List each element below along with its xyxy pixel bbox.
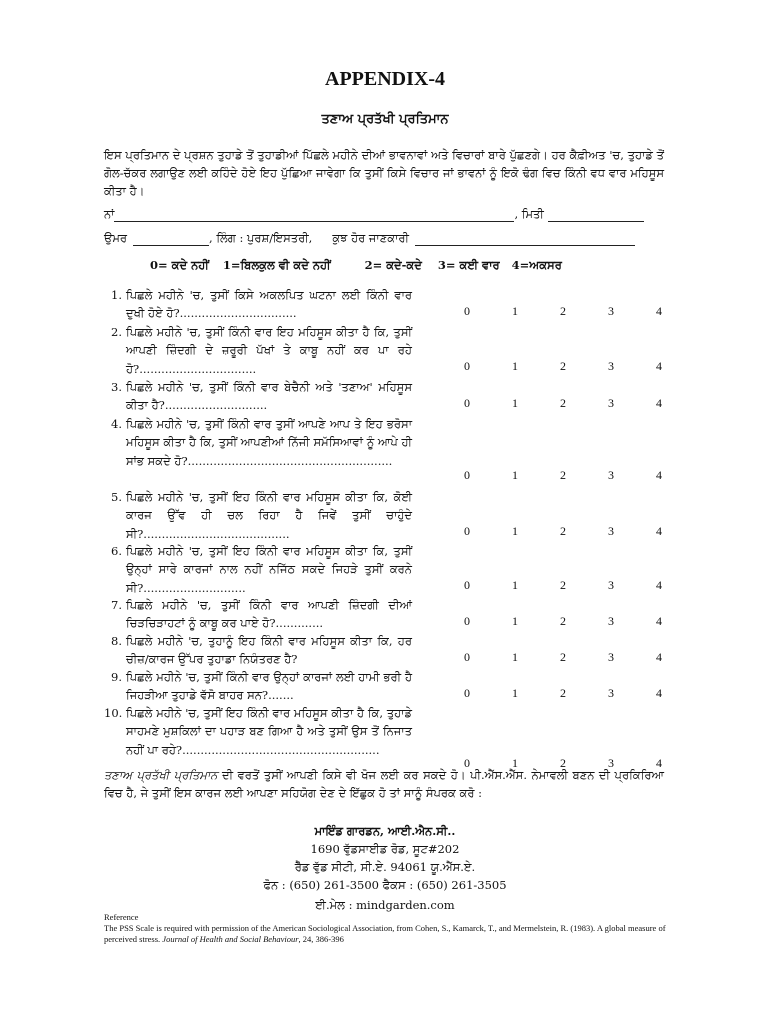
option-1[interactable]: 1 <box>512 578 518 592</box>
question-text: ਪਿਛਲੇ ਮਹੀਨੇ 'ਚ, ਤੁਸੀਂ ਕਿੰਨੀ ਵਾਰ ਤੁਸੀਂ ਆਪਣੇ ਆਪ ਤੇ ਇਹ ਭਰੋਸਾ ਮਹਿਸੂਸ ਕੀਤਾ ਹੈ ਕਿ, ਤੁਸੀਂ ਆਪਣੀਆਂ ਨਿੱਜੀ ਸਮੱਸਿਆਵਾਂ ਨੂੰ ਆਪੇ ਹੀ ਸਾਂਭ ਸਕਦੇ ਹੋ?........................................................ <box>126 417 412 468</box>
page-title: APPENDIX-4 <box>325 68 445 90</box>
reference-text <box>104 923 684 945</box>
question-text: ਪਿਛਲੇ ਮਹੀਨੇ 'ਚ, ਤੁਹਾਨੂੰ ਇਹ ਕਿੰਨੀ ਵਾਰ ਮਹਿਸੂਸ ਕੀਤਾ ਕਿ, ਹਰ ਚੀਜ਼/ਕਾਰਜ ਉੱਪਰ ਤੁਹਾਡਾ ਨਿਯੰਤਰਣ ਹੈ? <box>126 634 412 667</box>
option-1[interactable]: 1 <box>512 396 518 410</box>
option-4[interactable]: 4 <box>656 686 662 700</box>
option-0[interactable]: 0 <box>464 359 470 373</box>
question-text: ਪਿਛਲੇ ਮਹੀਨੇ 'ਚ, ਤੁਸੀਂ ਇਹ ਕਿੰਨੀ ਵਾਰ ਮਹਿਸੂਸ ਕੀਤਾ ਕਿ, ਕੋਈ ਕਾਰਜ ਉੱਵ ਹੀ ਚਲ ਰਿਹਾ ਹੈ ਜਿਵੇਂ ਤੁਸੀਂ ਚਾਹੁੰਦੇ ਸੀ?........................................ <box>126 490 412 541</box>
name-field[interactable] <box>114 209 514 222</box>
response-options <box>460 302 666 320</box>
gender-text: , ਲਿੰਗ : ਪੁਰਸ਼/ਇਸਤਰੀ, <box>209 231 313 245</box>
scale-2: 2= ਕਦੇ-ਕਦੇ <box>364 258 422 272</box>
option-2[interactable]: 2 <box>560 304 566 318</box>
intro-paragraph: ਇਸ ਪ੍ਰਤਿਮਾਨ ਦੇ ਪ੍ਰਸ਼ਨ ਤੁਹਾਡੇ ਤੋਂ ਤੁਹਾਡੀਆਂ ਪਿੱਛਲੇ ਮਹੀਨੇ ਦੀਆਂ ਭਾਵਨਾਵਾਂ ਅਤੇ ਵਿਚਾਰਾਂ ਬਾਰੇ ਪੁੱਛਣਗੇ। ਹਰ ਕੈਫ਼ੀਅਤ 'ਚ, ਤੁਹਾਡੇ ਤੋਂ ਗੋਲ-ਚੱਕਰ ਲਗਾਉਣ ਲਈ ਕਹਿੰਦੇ ਹੋਏ ਇਹ ਪੁੱਛਿਆ ਜਾਵੇਗਾ ਕਿ ਤੁਸੀਂ ਕਿਸੇ ਵਿਚਾਰ ਜਾਂ ਭਾਵਨਾਂ ਨੂੰ ਇਕੋ ਢੰਗ ਵਿਚ ਕਿੰਨੀ ਵਧ ਵਾਰ ਮਹਿਸੂਸ ਕੀਤਾ ਹੈ। <box>104 148 664 198</box>
option-3[interactable]: 3 <box>608 686 614 700</box>
option-1[interactable]: 1 <box>512 650 518 664</box>
option-2[interactable]: 2 <box>560 686 566 700</box>
scale-1: 1=ਬਿਲਕੁਲ ਵੀ ਕਦੇ ਨਹੀਂ <box>222 258 331 272</box>
response-options <box>460 648 666 666</box>
question-number: 6. <box>111 544 122 558</box>
question-text: ਪਿਛਲੇ ਮਹੀਨੇ 'ਚ, ਤੁਸੀਂ ਇਹ ਕਿੰਨੀ ਵਾਰ ਮਹਿਸੂਸ ਕੀਤਾ ਕਿ, ਤੁਸੀਂ ਉਨ੍ਹਾਂ ਸਾਰੇ ਕਾਰਜਾਂ ਨਾਲ ਨਹੀਂ ਨਜਿੱਠ ਸਕਦੇ ਜਿਹੜੇ ਤੁਸੀਂ ਕਰਨੇ ਸੀ?............................ <box>126 544 412 595</box>
question-text: ਪਿਛਲੇ ਮਹੀਨੇ 'ਚ, ਤੁਸੀਂ ਕਿੰਨੀ ਵਾਰ ਬੇਚੈਨੀ ਅਤੇ 'ਤਣਾਅ' ਮਹਿਸੂਸ ਕੀਤਾ ਹੈ?............................ <box>126 380 412 413</box>
option-2[interactable]: 2 <box>560 524 566 538</box>
other-info-label: ਕੁਝ ਹੋਰ ਜਾਣਕਾਰੀ <box>332 231 409 245</box>
question-text: ਪਿਛਲੇ ਮਹੀਨੇ 'ਚ, ਤੁਸੀਂ ਕਿੰਨੀ ਵਾਰ ਉਨ੍ਹਾਂ ਕਾਰਜਾਂ ਲਈ ਹਾਮੀ ਭਰੀ ਹੈ ਜਿਹੜੀਆ ਤੁਹਾਡੇ ਵੱਸੋ ਬਾਹਰ ਸਨ?....... <box>126 670 412 703</box>
option-1[interactable]: 1 <box>512 359 518 373</box>
option-3[interactable]: 3 <box>608 468 614 482</box>
age-field[interactable] <box>133 233 209 246</box>
contact-address-2: ਰੈੱਡ ਵੁੱਡ ਸੀਟੀ, ਸੀ.ਏ. 94061 ਯੂ.ਐੱਸ.ਏ. <box>294 860 476 874</box>
age-label: ਉਮਰ <box>104 231 128 245</box>
option-2[interactable]: 2 <box>560 359 566 373</box>
question-number: 9. <box>111 670 122 684</box>
option-3[interactable]: 3 <box>608 650 614 664</box>
option-3[interactable]: 3 <box>608 524 614 538</box>
age-gender-row <box>104 230 664 246</box>
reference-label: Reference <box>104 912 139 922</box>
option-1[interactable]: 1 <box>512 686 518 700</box>
option-4[interactable]: 4 <box>656 468 662 482</box>
option-2[interactable]: 2 <box>560 614 566 628</box>
option-3[interactable]: 3 <box>608 756 614 770</box>
option-3[interactable]: 3 <box>608 578 614 592</box>
date-field[interactable] <box>548 209 644 222</box>
response-options <box>460 684 666 702</box>
contact-phone: ਫੋਨ : (650) 261-3500 ਫੈਕਸ : (650) 261-3505 <box>263 878 507 892</box>
contact-address-1: 1690 ਵੁੱਡਸਾਈਡ ਰੋਡ, ਸੂਟ#202 <box>310 842 460 856</box>
question-text: ਪਿਛਲੇ ਮਹੀਨੇ 'ਚ, ਤੁਸੀਂ ਕਿਸੇ ਅਕਲਪਿਤ ਘਟਨਾ ਲਈ ਕਿੰਨੀ ਵਾਰ ਦੁਖੀ ਹੋਏ ਹੋ?................................ <box>126 288 412 321</box>
option-1[interactable]: 1 <box>512 524 518 538</box>
option-4[interactable]: 4 <box>656 359 662 373</box>
option-4[interactable]: 4 <box>656 650 662 664</box>
other-info-field[interactable] <box>415 233 635 246</box>
response-options <box>460 357 666 375</box>
closing-scale-name: ਤਣਾਅ ਪ੍ਰਤੱਖੀ ਪ੍ਰਤਿਮਾਨ <box>104 768 218 782</box>
option-1[interactable]: 1 <box>512 614 518 628</box>
option-0[interactable]: 0 <box>464 650 470 664</box>
question-number: 4. <box>111 417 122 431</box>
option-1[interactable]: 1 <box>512 304 518 318</box>
name-date-row <box>104 206 664 222</box>
option-2[interactable]: 2 <box>560 578 566 592</box>
closing-text: ਦੀ ਵਰਤੋਂ ਤੁਸੀਂ ਆਪਣੀ ਕਿਸੇ ਵੀ ਖੋਜ ਲਈ ਕਰ ਸਕਦੇ ਹੋ। ਪੀ.ਐੱਸ.ਐੱਸ. ਨੇਮਾਵਲੀ ਬਣਨ ਦੀ ਪ੍ਰਕਿਰਿਆ ਵਿਚ ਹੈ, ਜੇ ਤੁਸੀਂ ਇਸ ਕਾਰਜ ਲਈ ਆਪਣਾ ਸਹਿਯੋਗ ਦੇਣ ਦੇ ਇੱਛੁਕ ਹੋ ਤਾਂ ਸਾਨੂੰ ਸੰਪਰਕ ਕਰੋ : <box>104 768 664 800</box>
reference-journal: Journal of Health and Social Behaviour <box>162 934 299 944</box>
reference-body: The PSS Scale is required with permission of the American Sociological Association, from Cohen, S., Kamarck, T., and Mermelstein, R. (1983). A global measure of perceived stress. <box>104 923 666 944</box>
question-number: 3. <box>111 380 122 394</box>
question-number: 8. <box>111 634 122 648</box>
rating-scale-legend <box>150 258 562 273</box>
question-number: 7. <box>111 598 122 612</box>
option-4[interactable]: 4 <box>656 614 662 628</box>
option-0[interactable]: 0 <box>464 614 470 628</box>
date-label: , ਮਿਤੀ <box>514 207 544 221</box>
question-text: ਪਿਛਲੇ ਮਹੀਨੇ 'ਚ, ਤੁਸੀਂ ਕਿੰਨੀ ਵਾਰ ਇਹ ਮਹਿਸੂਸ ਕੀਤਾ ਹੈ ਕਿ, ਤੁਸੀਂ ਆਪਣੀ ਜ਼ਿੰਦਗੀ ਦੇ ਜ਼ਰੂਰੀ ਪੱਖਾਂ ਤੇ ਕਾਬੂ ਨਹੀਂ ਕਰ ਪਾ ਰਹੇ ਹੋ?................................ <box>126 325 412 376</box>
option-0[interactable]: 0 <box>464 578 470 592</box>
option-0[interactable]: 0 <box>464 756 470 770</box>
scale-4: 4=ਅਕਸਰ <box>511 258 562 272</box>
option-1[interactable]: 1 <box>512 468 518 482</box>
response-options <box>460 466 666 484</box>
option-4[interactable]: 4 <box>656 756 662 770</box>
question-number: 5. <box>111 490 122 504</box>
question-text: ਪਿਛਲੇ ਮਹੀਨੇ 'ਚ, ਤੁਸੀਂ ਇਹ ਕਿੰਨੀ ਵਾਰ ਮਹਿਸੂਸ ਕੀਤਾ ਹੈ ਕਿ, ਤੁਹਾਡੇ ਸਾਹਮਣੇ ਮੁਸ਼ਕਿਲਾਂ ਦਾ ਪਹਾੜ ਬਣ ਗਿਆ ਹੈ ਅਤੇ ਤੁਸੀਂ ਉਸ ਤੋਂ ਨਿਜਾਤ ਨਹੀਂ ਪਾ ਰਹੇ?...................................................... <box>126 706 412 757</box>
option-0[interactable]: 0 <box>464 468 470 482</box>
scale-0: 0= ਕਦੇ ਨਹੀਂ <box>150 258 209 272</box>
question-number: 2. <box>111 325 122 339</box>
option-4[interactable]: 4 <box>656 396 662 410</box>
option-2[interactable]: 2 <box>560 468 566 482</box>
response-options <box>460 394 666 412</box>
option-2[interactable]: 2 <box>560 396 566 410</box>
reference-tail: , 24, 386-396 <box>298 934 344 944</box>
option-4[interactable]: 4 <box>656 524 662 538</box>
contact-org: ਮਾਇੰਡ ਗਾਰਡਨ, ਆਈ.ਐਨ.ਸੀ.. <box>314 824 456 838</box>
option-3[interactable]: 3 <box>608 396 614 410</box>
response-options <box>460 522 666 540</box>
response-options <box>460 612 666 630</box>
option-0[interactable]: 0 <box>464 524 470 538</box>
closing-paragraph <box>104 766 664 802</box>
option-4[interactable]: 4 <box>656 304 662 318</box>
option-4[interactable]: 4 <box>656 578 662 592</box>
option-3[interactable]: 3 <box>608 614 614 628</box>
option-3[interactable]: 3 <box>608 304 614 318</box>
option-0[interactable]: 0 <box>464 686 470 700</box>
scale-3: 3= ਕਈ ਵਾਰ <box>437 258 500 272</box>
contact-email: ਈ.ਮੇਲ : mindgarden.com <box>315 898 455 912</box>
option-0[interactable]: 0 <box>464 396 470 410</box>
question-text: ਪਿਛਲੇ ਮਹੀਨੇ 'ਚ, ਤੁਸੀਂ ਕਿੰਨੀ ਵਾਰ ਆਪਣੀ ਜ਼ਿੰਦਗੀ ਦੀਆਂ ਚਿੜਚਿੜਾਹਟਾਂ ਨੂੰ ਕਾਬੂ ਕਰ ਪਾਏ ਹੋ?............. <box>126 598 412 631</box>
question-number: 1. <box>111 288 122 302</box>
question-number: 10. <box>104 706 123 720</box>
name-label: ਨਾਂ <box>104 207 115 221</box>
option-3[interactable]: 3 <box>608 359 614 373</box>
option-0[interactable]: 0 <box>464 304 470 318</box>
option-1[interactable]: 1 <box>512 756 518 770</box>
option-2[interactable]: 2 <box>560 650 566 664</box>
option-2[interactable]: 2 <box>560 756 566 770</box>
scale-title: ਤਣਾਅ ਪ੍ਰਤੱਖੀ ਪ੍ਰਤਿਮਾਨ <box>321 112 449 127</box>
response-options <box>460 576 666 594</box>
